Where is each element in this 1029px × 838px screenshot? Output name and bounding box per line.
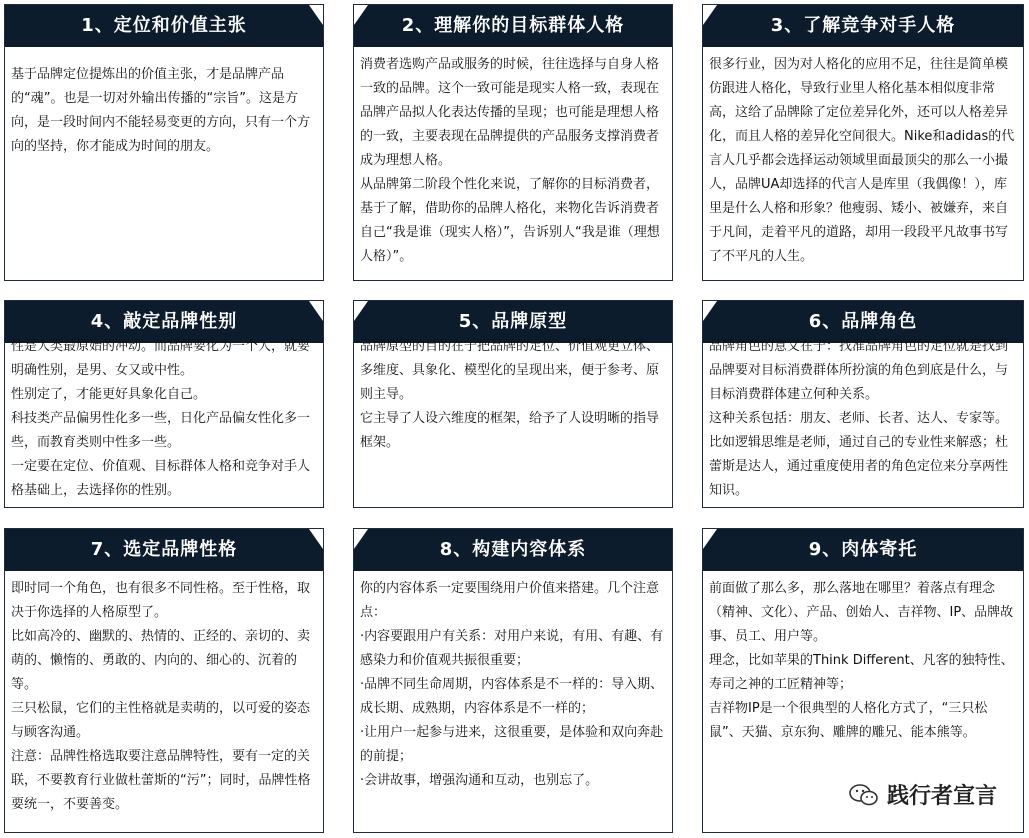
card-body <box>360 335 664 501</box>
card-paragraph: 基于品牌定位提炼出的价值主张，才是品牌产品的“魂”。也是一切对外输出传播的“宗旨”。这是方向，是一段时间内不能轻易变更的方向，只有一个方向的坚持，你才能成为时间的朋友。 <box>11 67 311 154</box>
card-paragraph: 比如高冷的、幽默的、热情的、正经的、亲切的、卖萌的、懒惰的、勇敢的、内向的、细心的、沉着的等。 <box>11 629 311 692</box>
banner-notch <box>354 5 368 25</box>
banner-notch <box>354 301 368 321</box>
card-paragraph: 很多行业，因为对人格化的应用不足，往往是简单模仿跟进人格化，导致行业里人格化基本相似度非常高，这给了品牌除了定位差异化外，还可以人格差异化，而且人格的差异化空间很大。Nike和adidas的代言人几乎都会选择运动领域里面最顶尖的那么一小撮人，品牌UA却选择的代言人是库里（我偶像！），库里是什么人格和形象？他瘦弱、矮小、被嫌弃，来自于凡间，走着平凡的道路，却用一段段平凡故事书写了不平凡的人生。 <box>709 57 1015 264</box>
card-body <box>709 53 1015 274</box>
card-body <box>360 53 664 274</box>
card-4-brand-gender <box>4 300 324 508</box>
card-paragraph: 消费者选购产品或服务的时候，往往选择与自身人格一致的品牌。这个一致可能是现实人格一致，表现在品牌产品拟人化表达传播的呈现；也可能是理想人格的一致，主要表现在品牌提供的产品服务支撑消费者成为理想人格。 <box>360 57 660 168</box>
card-8-content-system <box>353 528 673 833</box>
card-paragraph: ·品牌不同生命周期，内容体系是不一样的：导入期、成长期、成熟期，内容体系是不一样的； <box>360 677 664 716</box>
banner-notch <box>703 5 717 25</box>
banner-notch <box>703 529 717 549</box>
card-6-brand-role <box>702 300 1024 508</box>
card-title: 5、品牌原型 <box>354 301 672 343</box>
card-title: 9、肉体寄托 <box>703 529 1023 571</box>
card-2-target-persona <box>353 4 673 281</box>
card-paragraph: 三只松鼠，它们的主性格就是卖萌的，以可爱的姿态与顾客沟通。 <box>11 701 311 740</box>
card-body <box>11 63 315 274</box>
banner-notch <box>309 529 323 549</box>
card-paragraph: 吉祥物IP是一个很典型的人格化方式了，“三只松鼠”、天猫、京东狗、雕牌的雕兄、能本熊等。 <box>709 701 988 740</box>
card-paragraph: 科技类产品偏男性化多一些，日化产品偏女性化多一些，而教育类则中性多一些。 <box>11 411 311 450</box>
banner-notch <box>703 301 717 321</box>
card-3-competitor-persona <box>702 4 1024 281</box>
card-body <box>11 335 315 501</box>
watermark <box>849 779 997 810</box>
card-body <box>360 577 664 826</box>
card-title: 6、品牌角色 <box>703 301 1023 343</box>
card-paragraph: ·让用户一起参与进来，这很重要，是体验和双向奔赴的前提； <box>360 725 664 764</box>
card-paragraph: 性别定了，才能更好具象化自己。 <box>11 387 207 402</box>
card-paragraph: 前面做了那么多，那么落地在哪里？着落点有理念（精神、文化）、产品、创始人、吉祥物、IP、品牌故事、员工、用户等。 <box>709 581 1014 644</box>
card-title: 2、理解你的目标群体人格 <box>354 5 672 47</box>
card-paragraph: 即时同一个角色，也有很多不同性格。至于性格，取决于你选择的人格原型了。 <box>11 581 311 620</box>
card-title: 7、选定品牌性格 <box>5 529 323 571</box>
watermark-text: 践行者宣言 <box>886 784 997 809</box>
card-paragraph: 这种关系包括：朋友、老师、长者、达人、专家等。比如逻辑思维是老师，通过自己的专业性来解惑；杜蕾斯是达人，通过重度使用者的角色定位来分享两性知识。 <box>709 411 1009 498</box>
banner-notch <box>354 529 368 549</box>
card-paragraph: 从品牌第二阶段个性化来说，了解你的目标消费者，基于了解，借助你的品牌人格化，来物化告诉消费者自己“我是谁（现实人格）”，告诉别人“我是谁（理想人格）”。 <box>360 177 660 264</box>
card-paragraph: ·会讲故事，增强沟通和互动，也别忘了。 <box>360 773 599 788</box>
card-paragraph: ·内容要跟用户有关系：对用户来说，有用、有趣、有感染力和价值观共振很重要； <box>360 629 664 668</box>
card-paragraph: 理念，比如苹果的Think Different、凡客的独特性、寿司之神的工匠精神等； <box>709 653 1014 692</box>
banner-notch <box>309 301 323 321</box>
card-title: 8、构建内容体系 <box>354 529 672 571</box>
card-paragraph: 品牌原型的目的在于把品牌的定位、价值观更立体、多维度、具象化、模型化的呈现出来，便于参考、原则主导。 <box>360 339 660 402</box>
card-title: 1、定位和价值主张 <box>5 5 323 47</box>
card-7-brand-personality <box>4 528 324 833</box>
card-paragraph: 注意：品牌性格选取要注意品牌特性，要有一定的关联，不要教育行业做杜蕾斯的“污”；同时，品牌性格要统一，不要善变。 <box>11 749 311 812</box>
card-paragraph: 它主导了人设六维度的框架，给予了人设明晰的指导框架。 <box>360 411 660 450</box>
card-5-brand-archetype <box>353 300 673 508</box>
card-paragraph: 品牌角色的意义在于：找准品牌角色的定位就是找到品牌要对目标消费群体所扮演的角色到底是什么，与目标消费群体建立何种关系。 <box>709 339 1009 402</box>
card-paragraph: 性是人类最原始的冲动。而品牌要化为一个人，就要明确性别，是男、女又或中性。 <box>11 339 311 378</box>
card-paragraph: 一定要在定位、价值观、目标群体人格和竞争对手人格基础上，去选择你的性别。 <box>11 459 311 498</box>
card-paragraph: 你的内容体系一定要围绕用户价值来搭建。几个注意点： <box>360 581 660 620</box>
card-body <box>11 577 315 826</box>
card-title: 4、敲定品牌性别 <box>5 301 323 343</box>
card-title: 3、了解竞争对手人格 <box>703 5 1023 47</box>
card-body <box>709 335 1015 501</box>
banner-notch <box>309 5 323 25</box>
card-1-positioning <box>4 4 324 281</box>
wechat-icon <box>849 783 879 807</box>
